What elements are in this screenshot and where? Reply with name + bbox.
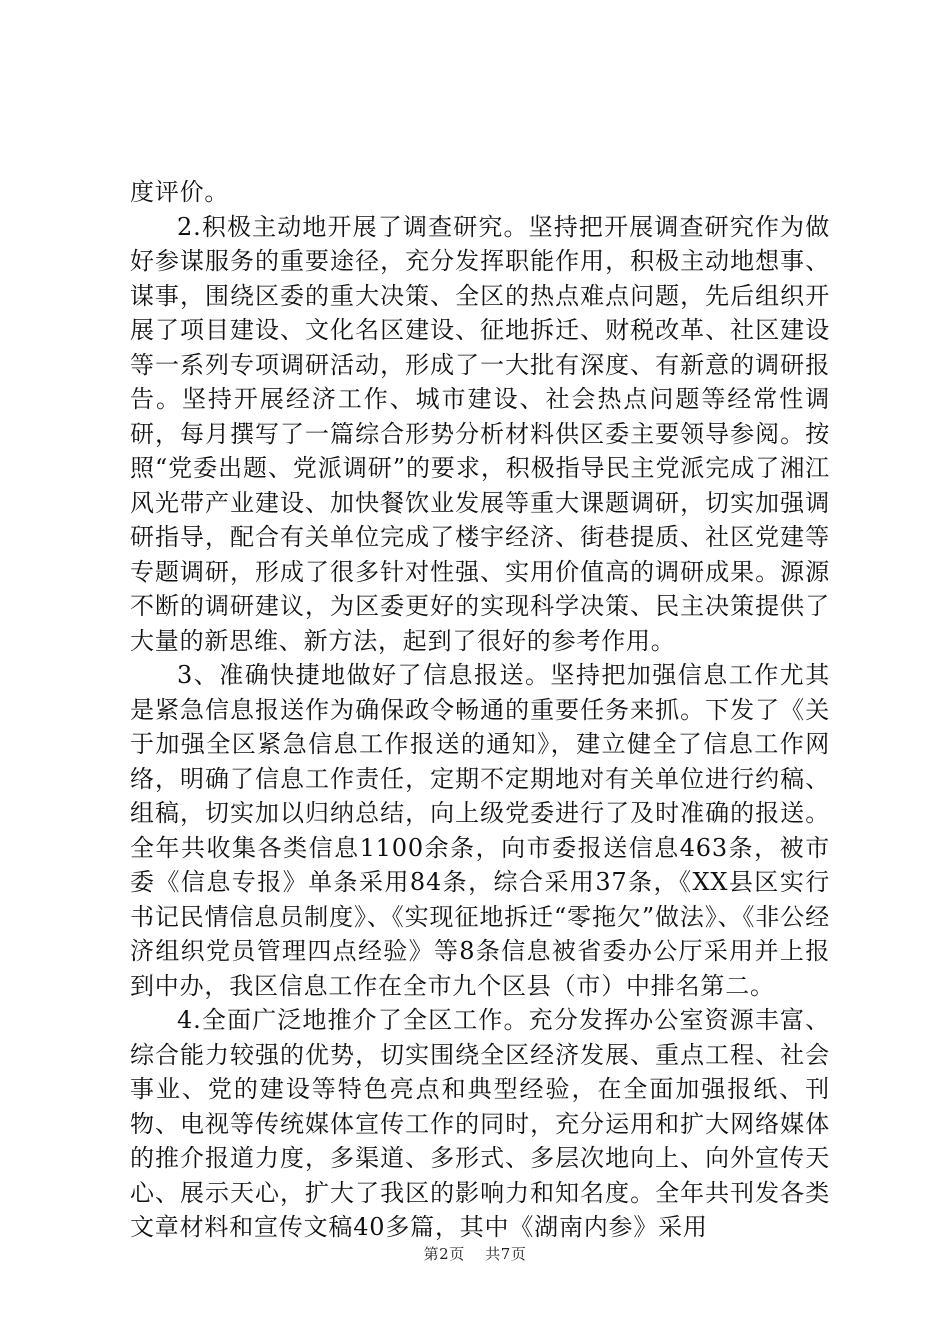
paragraph-continuation: 度评价。 (130, 178, 230, 206)
paragraph-research: 2.积极主动地开展了调查研究。坚持把开展调查研究作为做好参谋服务的重要途径，充分发挥职能作用，积极主动地想事、谋事，围绕区委的重大决策、全区的热点难点问题，先后组织开展了项目建设、文化名区建设、征地拆迁、财税改革、社区建设等一系列专项调研活动，形成了一大批有深度、有新意的调研报告。坚持开展经济工作、城市建设、社会热点问题等经常性调研，每月撰写了一篇综合形势分析材料供区委主要领导参阅。按照“党委出题、党派调研”的要求，积极指导民主党派完成了湘江风光带产业建设、加快餐饮业发展等重大课题调研，切实加强调研指导，配合有关单位完成了楼宇经济、街巷提质、社区党建等专题调研，形成了很多针对性强、实用价值高的调研成果。源源不断的调研建议，为区委更好的实现科学决策、民主决策提供了大量的新思维、新方法，起到了很好的参考作用。 (130, 212, 830, 655)
page-footer (0, 1243, 950, 1264)
page-total: 共7页 (485, 1245, 527, 1263)
paragraph-publicity: 4.全面广泛地推介了全区工作。充分发挥办公室资源丰富、综合能力较强的优势，切实围绕全区经济发展、重点工程、社会事业、党的建设等特色亮点和典型经验，在全面加强报纸、刊物、电视等传统媒体宣传工作的同时，充分运用和扩大网络媒体的推介报道力度，多渠道、多形式、多层次地向上、向外宣传天心、展示天心，扩大了我区的影响力和知名度。全年共刊发各类文章材料和宣传文稿40多篇，其中《湖南内参》采用 (130, 1006, 830, 1241)
document-body (130, 175, 830, 1245)
paragraph-information: 3、准确快捷地做好了信息报送。坚持把加强信息工作尤其是紧急信息报送作为确保政令畅通的重要任务来抓。下发了《关于加强全区紧急信息工作报送的通知》，建立健全了信息工作网络，明确了信息工作责任，定期不定期地对有关单位进行约稿、组稿，切实加以归纳总结，向上级党委进行了及时准确的报送。全年共收集各类信息1100余条，向市委报送信息463条，被市委《信息专报》单条采用84条，综合采用37条，《XX县区实行书记民情信息员制度》、《实现征地拆迁“零拖欠”做法》、《非公经济组织党员管理四点经验》等8条信息被省委办公厅采用并上报到中办，我区信息工作在全市九个区县（市）中排名第二。 (130, 661, 830, 1000)
page-number: 第2页 (423, 1245, 465, 1263)
